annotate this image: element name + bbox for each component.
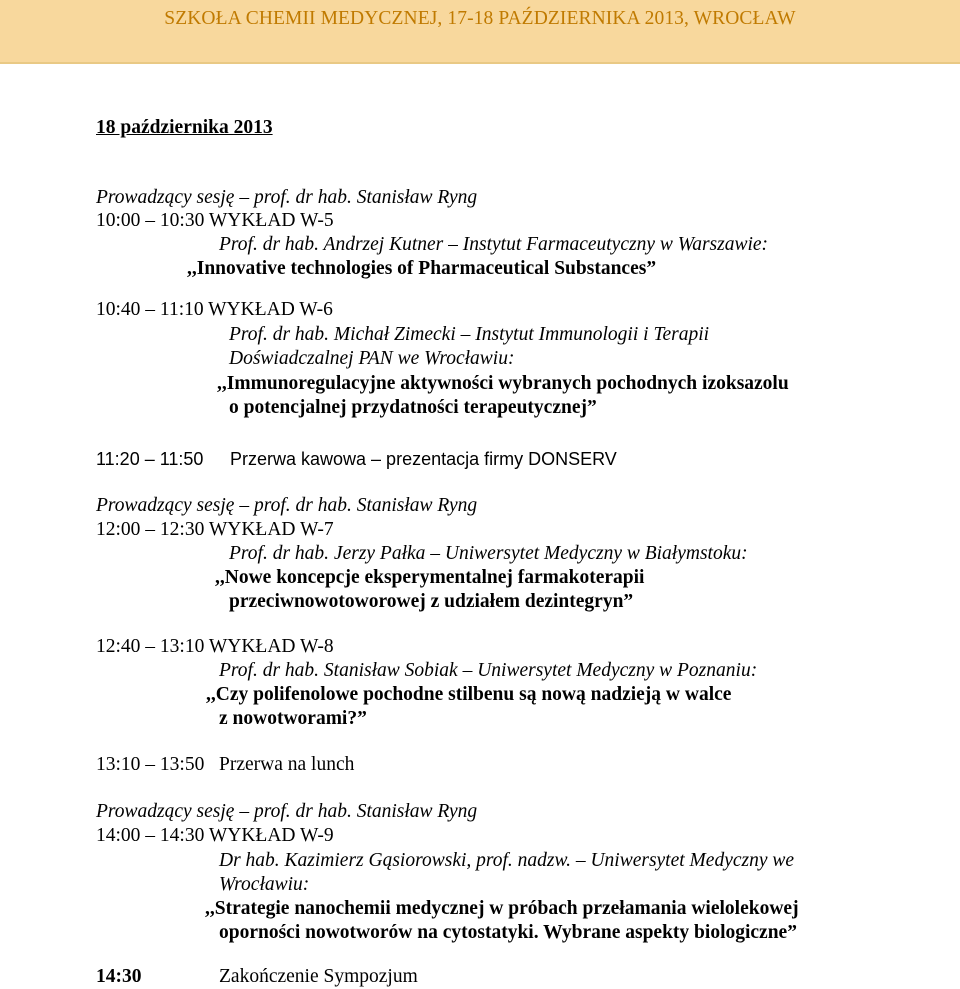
header-title: SZKOŁA CHEMII MEDYCZNEJ, 17-18 PAŹDZIERNIKA 2013, WROCŁAW — [164, 8, 796, 29]
lecture-title: ,,Nowe koncepcje eksperymentalnej farmakoterapii — [215, 567, 645, 588]
lecture-title: ,,Innovative technologies of Pharmaceutical Substances” — [187, 258, 657, 279]
lecture-title: o potencjalnej przydatności terapeutycznej” — [229, 397, 597, 418]
day-date: 18 października 2013 — [96, 117, 273, 138]
break-time: 11:20 – 11:50 — [96, 449, 204, 469]
header-banner — [0, 0, 960, 64]
lecture-time: 14:00 – 14:30 WYKŁAD W-9 — [96, 825, 334, 846]
lecture-speaker: Wrocławiu: — [219, 874, 310, 895]
lecture-time: 10:00 – 10:30 WYKŁAD W-5 — [96, 210, 334, 231]
closing-text: Zakończenie Sympozjum — [219, 966, 418, 987]
lecture-title: ,,Strategie nanochemii medycznej w próbach przełamania wielolekowej — [205, 898, 799, 919]
break-text: Przerwa kawowa – prezentacja firmy DONSERV — [230, 449, 617, 469]
lecture-time: 12:40 – 13:10 WYKŁAD W-8 — [96, 636, 334, 657]
lecture-title: z nowotworami?” — [219, 708, 367, 729]
break-time: 13:10 – 13:50 — [96, 754, 205, 775]
lecture-speaker: Prof. dr hab. Michał Zimecki – Instytut Immunologii i Terapii — [229, 324, 710, 345]
lecture-title: oporności nowotworów na cytostatyki. Wybrane aspekty biologiczne” — [219, 922, 797, 943]
break-text: Przerwa na lunch — [219, 754, 355, 775]
lecture-time: 12:00 – 12:30 WYKŁAD W-7 — [96, 519, 334, 540]
lecture-time: 10:40 – 11:10 WYKŁAD W-6 — [96, 299, 333, 320]
lecture-speaker: Prof. dr hab. Jerzy Pałka – Uniwersytet Medyczny w Białymstoku: — [229, 543, 748, 564]
lecture-title: przeciwnowotoworowej z udziałem dezintegryn” — [229, 591, 634, 612]
lecture-title: ,,Immunoregulacyjne aktywności wybranych pochodnych izoksazolu — [217, 373, 789, 394]
lecture-speaker: Prof. dr hab. Stanisław Sobiak – Uniwersytet Medyczny w Poznaniu: — [219, 660, 758, 681]
session-chair: Prowadzący sesję – prof. dr hab. Stanisław Ryng — [96, 187, 478, 208]
closing-time: 14:30 — [96, 966, 142, 987]
lecture-title: ,,Czy polifenolowe pochodne stilbenu są nową nadzieją w walce — [206, 684, 732, 705]
lecture-speaker: Doświadczalnej PAN we Wrocławiu: — [229, 348, 515, 369]
lecture-speaker: Prof. dr hab. Andrzej Kutner – Instytut Farmaceutyczny w Warszawie: — [219, 234, 769, 255]
lecture-speaker: Dr hab. Kazimierz Gąsiorowski, prof. nadzw. – Uniwersytet Medyczny we — [219, 850, 795, 871]
session-chair: Prowadzący sesję – prof. dr hab. Stanisław Ryng — [96, 801, 478, 822]
session-chair: Prowadzący sesję – prof. dr hab. Stanisław Ryng — [96, 495, 478, 516]
